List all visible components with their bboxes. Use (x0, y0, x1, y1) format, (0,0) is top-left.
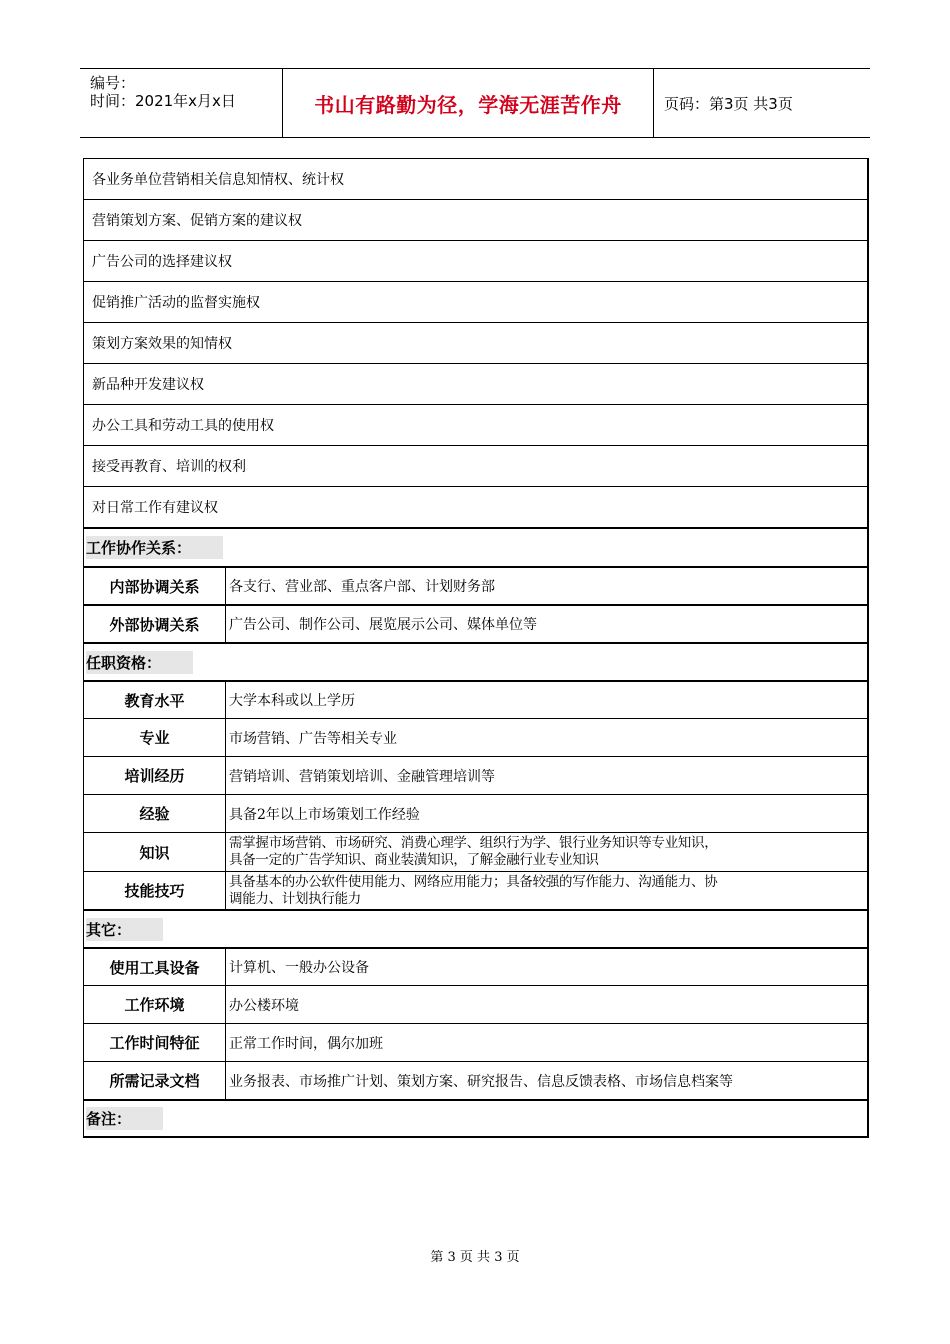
cooperation-row-external (84, 604, 867, 642)
field-label: 教育水平 (84, 682, 226, 718)
header-page-cell (654, 69, 870, 137)
rights-item: 广告公司的选择建议权 (92, 254, 232, 270)
field-value: 大学本科或以上学历 (229, 693, 355, 709)
field-label: 外部协调关系 (84, 606, 226, 642)
field-value: 营销培训、营销策划培训、金融管理培训等 (229, 768, 495, 785)
field-value: 正常工作时间，偶尔加班 (229, 1035, 383, 1052)
rights-item: 策划方案效果的知情权 (92, 336, 232, 352)
field-label: 使用工具设备 (84, 949, 226, 985)
rights-row (84, 322, 867, 363)
other-row-tools (84, 947, 867, 985)
page-footer: 第 3 页 共 3 页 (430, 1250, 520, 1265)
rights-row (84, 240, 867, 281)
rights-row (84, 158, 867, 199)
other-section-title: 其它： (86, 918, 163, 941)
qualification-row-skills (84, 871, 867, 909)
page-header (80, 68, 870, 138)
rights-item: 接受再教育、培训的权利 (92, 459, 246, 475)
header-page-info: 页码：第3页 共3页 (664, 94, 793, 113)
cooperation-section-header (84, 527, 867, 566)
field-label: 经验 (84, 795, 226, 832)
other-section-header (84, 909, 867, 947)
qualification-row-experience (84, 794, 867, 832)
qualification-row-training (84, 756, 867, 794)
rights-item: 办公工具和劳动工具的使用权 (92, 418, 274, 434)
qualifications-section-header (84, 642, 867, 680)
field-value: 市场营销、广告等相关专业 (229, 730, 397, 747)
field-value: 计算机、一般办公设备 (229, 960, 369, 976)
field-label: 工作时间特征 (84, 1024, 226, 1061)
header-motto-cell (283, 69, 654, 137)
remarks-section-title: 备注： (86, 1107, 163, 1130)
field-value: 业务报表、市场推广计划、策划方案、研究报告、信息反馈表格、市场信息档案等 (229, 1073, 733, 1090)
field-value (229, 833, 863, 871)
field-label: 工作环境 (84, 986, 226, 1023)
rights-row (84, 404, 867, 445)
rights-row (84, 486, 867, 527)
document-number-label: 编号： (90, 74, 136, 92)
field-value-line: 需掌握市场营销、市场研究、消费心理学、组织行为学、银行业务知识等专业知识， (229, 835, 718, 851)
rights-row (84, 445, 867, 486)
rights-item: 营销策划方案、促销方案的建议权 (92, 213, 302, 229)
field-value-line: 调能力、计划执行能力 (229, 890, 361, 907)
qualification-row-knowledge (84, 832, 867, 871)
rights-row (84, 199, 867, 240)
field-label: 知识 (84, 833, 226, 871)
cooperation-section-title: 工作协作关系： (86, 536, 223, 559)
field-label: 专业 (84, 719, 226, 756)
rights-item: 各业务单位营销相关信息知情权、统计权 (92, 172, 344, 188)
qualification-row-major (84, 718, 867, 756)
qualification-row-education (84, 680, 867, 718)
field-label: 技能技巧 (84, 872, 226, 909)
field-value (229, 872, 863, 909)
field-label: 所需记录文档 (84, 1062, 226, 1099)
remarks-section-header (84, 1099, 867, 1136)
job-description-table (83, 158, 869, 1138)
document-date: 时间：2021年x月x日 (90, 92, 236, 110)
field-value: 具备2年以上市场策划工作经验 (229, 806, 420, 823)
cooperation-row-internal (84, 566, 867, 604)
field-value: 各支行、营业部、重点客户部、计划财务部 (229, 579, 495, 595)
rights-item: 新品种开发建议权 (92, 377, 204, 393)
rights-row (84, 281, 867, 322)
other-row-environment (84, 985, 867, 1023)
other-row-working-hours (84, 1023, 867, 1061)
field-label: 内部协调关系 (84, 568, 226, 604)
rights-row (84, 363, 867, 404)
rights-item: 促销推广活动的监督实施权 (92, 295, 260, 311)
field-value-line: 具备基本的办公软件使用能力、网络应用能力；具备较强的写作能力、沟通能力、协 (229, 873, 718, 890)
field-value: 办公楼环境 (229, 997, 299, 1014)
qualifications-section-title: 任职资格： (86, 651, 193, 674)
rights-item: 对日常工作有建议权 (92, 500, 218, 516)
header-motto: 书山有路勤为径，学海无涯苦作舟 (314, 92, 622, 117)
field-label: 培训经历 (84, 757, 226, 794)
other-row-documents (84, 1061, 867, 1099)
header-meta (80, 69, 283, 137)
field-value-line: 具备一定的广告学知识、商业装潢知识，了解金融行业专业知识 (229, 852, 599, 868)
field-value: 广告公司、制作公司、展览展示公司、媒体单位等 (229, 617, 537, 633)
